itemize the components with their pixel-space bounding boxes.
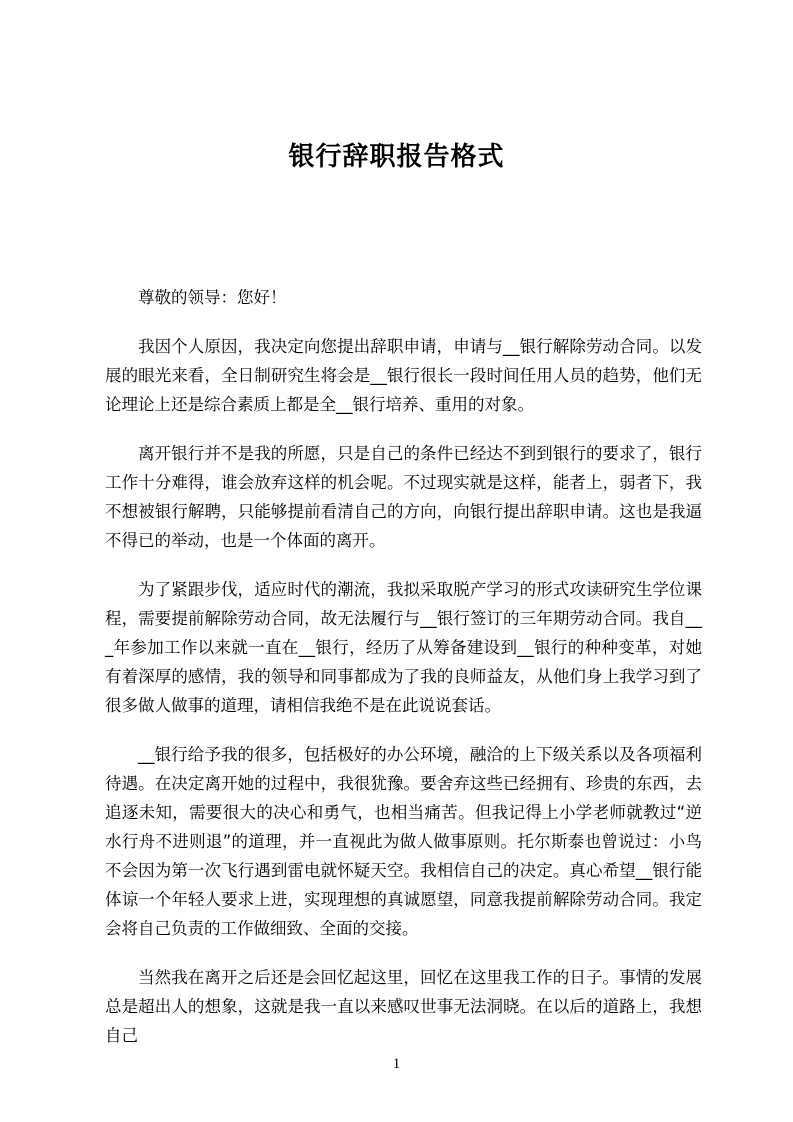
paragraph: 我因个人原因，我决定向您提出辞职申请，申请与__银行解除劳动合同。以发展的眼光来看，全日制研究生将会是__银行很长一段时间任用人员的趋势，他们无论理论上还是综合素质上都是全__银行培养、重用的对象。 bbox=[105, 337, 702, 414]
paragraph: 为了紧跟步伐，适应时代的潮流，我拟采取脱产学习的形式攻读研究生学位课程，需要提前解除劳动合同，故无法履行与__银行签订的三年期劳动合同。我自___年参加工作以来就一直在__银行，经历了从筹备建设到__银行的种种变革，对她有着深厚的感情，我的领导和同事都成为了我的良师益友，从他们身上我学习到了很多做人做事的道理，请相信我绝不是在此说说套话。 bbox=[105, 580, 702, 715]
document-title: 银行辞职报告格式 bbox=[288, 142, 505, 172]
salutation: 尊敬的领导：您好！ bbox=[138, 288, 287, 307]
page-number: 1 bbox=[392, 1056, 401, 1072]
document-body bbox=[105, 283, 702, 1070]
paragraph: __银行给予我的很多，包括极好的办公环境，融洽的上下级关系以及各项福利待遇。在决定离开她的过程中，我很犹豫。要舍弃这些已经拥有、珍贵的东西，去追逐未知，需要很大的决心和勇气，也相当痛苦。但我记得上小学老师就教过“逆水行舟不进则退”的道理，并一直视此为做人做事原则。托尔斯泰也曾说过：小鸟不会因为第一次飞行遇到雷电就怀疑天空。我相信自己的决定。真心希望__银行能体谅一个年轻人要求上进，实现理想的真诚愿望，同意我提前解除劳动合同。我定会将自己负责的工作做细致、全面的交接。 bbox=[105, 745, 702, 938]
page-footer bbox=[0, 1053, 793, 1075]
paragraph: 当然我在离开之后还是会回忆起这里，回忆在这里我工作的日子。事情的发展总是超出人的想象，这就是我一直以来感叹世事无法洞晓。在以后的道路上，我想自己 bbox=[105, 968, 702, 1045]
paragraph: 离开银行并不是我的所愿，只是自己的条件已经达不到到银行的要求了，银行工作十分难得，谁会放弃这样的机会呢。不过现实就是这样，能者上，弱者下，我不想被银行解聘，只能够提前看清自己的方向，向银行提出辞职申请。这也是我逼不得已的举动，也是一个体面的离开。 bbox=[105, 444, 702, 550]
